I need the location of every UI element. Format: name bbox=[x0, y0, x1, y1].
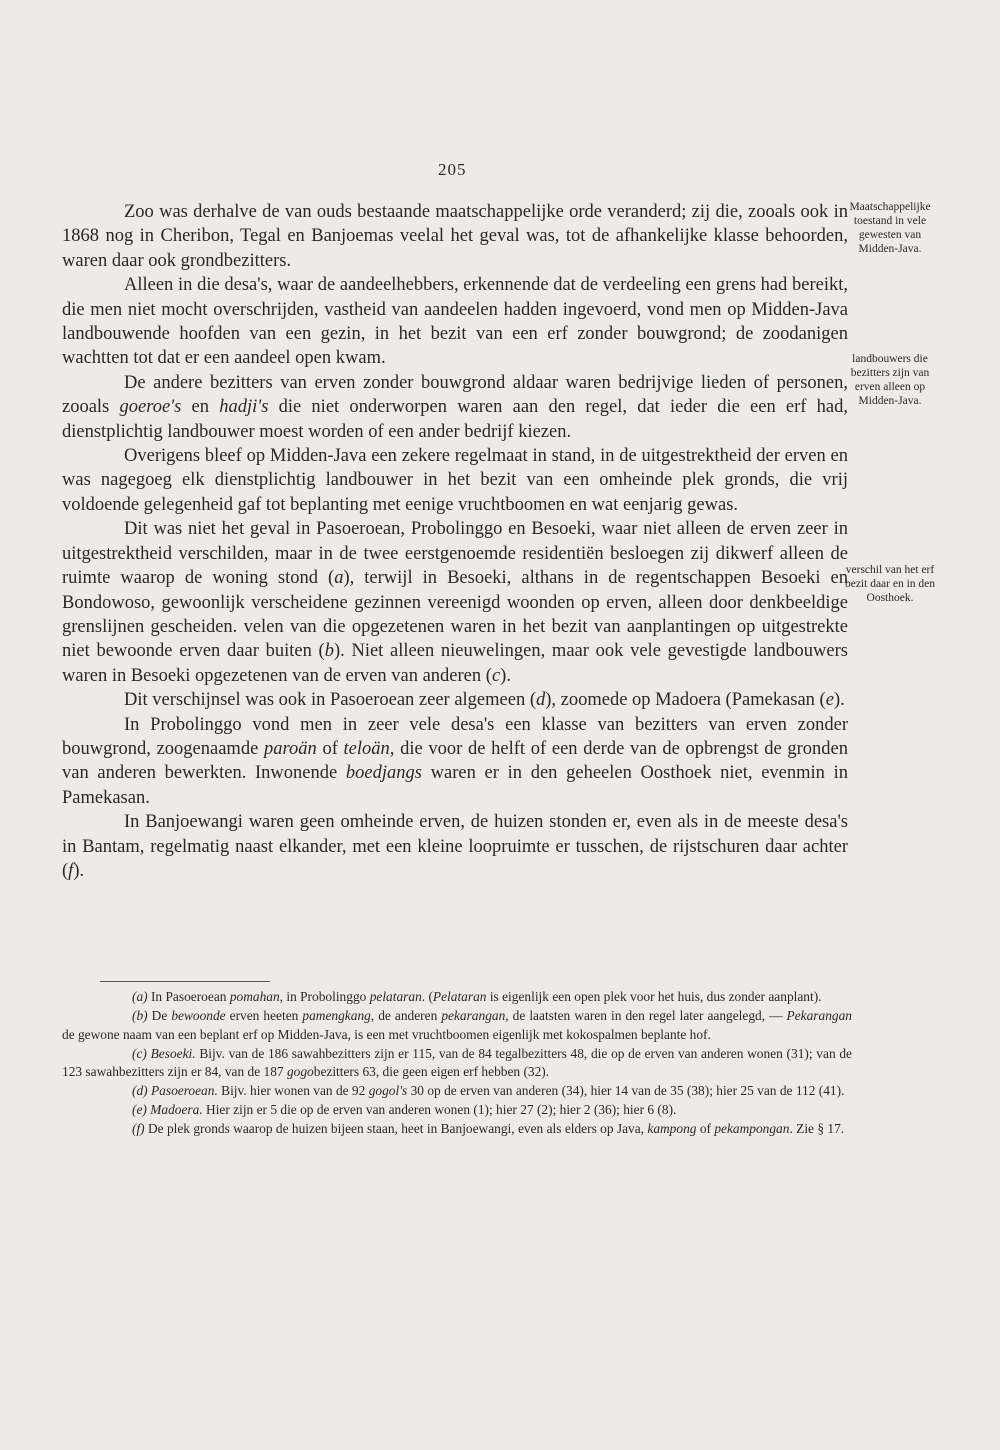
term-teloan: teloän bbox=[343, 738, 390, 759]
term: pamengkang bbox=[302, 1008, 371, 1023]
footnote-ref-f: f bbox=[68, 860, 74, 881]
text-run: die niet onderworpen waren aan den regel, dat ieder die een erf had, dienstplichtig landbouwer moest worden of een ander bedrijf kiezen. bbox=[62, 397, 848, 442]
text-run: erven heeten bbox=[225, 1008, 303, 1023]
term: Besoeki. bbox=[150, 1045, 196, 1061]
text-run: In Probolinggo vond men in zeer vele desa's een klasse van bezitters van erven zonder bouwgrond, zoogenaamde bbox=[62, 714, 848, 759]
term: Pekarangan bbox=[786, 1008, 852, 1023]
text-run: In Pasoeroean bbox=[147, 989, 230, 1004]
footnotes bbox=[62, 988, 852, 1139]
footnote-f bbox=[62, 1120, 852, 1139]
paragraph-2: Alleen in die desa's, waar de aandeelhebbers, erkennende dat de verdeeling een grens had bereikt, die men niet mocht overschrijden, vastheid van aandeelen hadden ingevoerd, vond men op Midden-Java landbouwende hoofden van een gezin, in het bezit van een erf zonder bouwgrond; de zoodanigen wachtten tot dat er een aandeel open kwam. bbox=[62, 275, 848, 369]
paragraph-1: Zoo was derhalve de van ouds bestaande maatschappelijke orde veranderd; zij die, zooals ook in 1868 nog in Cheribon, Tegal en Banjoemas veelal het geval was, tot de afhankelijke klasse behoorden, waren daar ook grondbezitters. bbox=[62, 202, 848, 271]
text-run: In Banjoewangi waren geen omheinde erven, de huizen stonden er, even als in de meeste desa's in Bantam, regelmatig naast elkander, met een kleine loopruimte er tusschen, de rijstschuren daar achter ( bbox=[62, 812, 848, 881]
text-run: ). bbox=[500, 665, 511, 686]
footnote-c bbox=[62, 1045, 852, 1082]
text-run: De bbox=[147, 1008, 172, 1023]
text-run: Bijv. van de 186 sawahbezitters zijn er 115, van de 84 tegalbezitters 48, die op de erven van anderen wonen (31); van de 123 sawahbezitters zijn er 84, van de 187 bbox=[62, 1045, 852, 1079]
term: pekarangan bbox=[441, 1008, 506, 1023]
footnote-mark: (e) bbox=[132, 1102, 147, 1117]
term: pomahan bbox=[229, 989, 280, 1004]
footnote-mark: (c) bbox=[132, 1045, 147, 1061]
text-run: ), zoomede op Madoera (Pamekasan ( bbox=[545, 690, 826, 711]
footnote-divider bbox=[100, 981, 270, 982]
text-run: en bbox=[181, 397, 220, 418]
term-goeroe: goeroe's bbox=[119, 397, 182, 418]
term: Madoera. bbox=[150, 1102, 203, 1117]
side-note-2: landbouwers die bezitters zijn van erven alleen op Midden-Java. bbox=[850, 353, 930, 407]
footnote-e bbox=[62, 1101, 852, 1120]
text-run: of bbox=[696, 1121, 715, 1136]
text-run: ), terwijl in Besoeki, althans in de regentschappen Besoeki en Bondowoso, gewoonlijk verscheidene gezinnen vereenigd woonden op erven, alleen door denkbeeldige grenslijnen gescheiden. velen van die opgezetenen waren in het bezit van aanplantingen op uitgestrekte niet bewoonde erven daar buiten ( bbox=[62, 568, 848, 662]
paragraph-3 bbox=[62, 371, 848, 444]
term: Pasoeroean. bbox=[150, 1083, 218, 1098]
term: bewoonde bbox=[171, 1008, 226, 1023]
term-paroan: paroän bbox=[263, 738, 317, 759]
text-run: 30 op de erven van anderen (34), hier 14 van de 35 (38); hier 25 van de 112 (41). bbox=[407, 1083, 845, 1098]
term: gogol's bbox=[368, 1083, 408, 1098]
footnote-d bbox=[62, 1082, 852, 1101]
text-run: De andere bezitters van erven zonder bouwgrond aldaar waren bedrijvige lieden of personen, zooals bbox=[62, 372, 848, 418]
footnote-ref-c: c bbox=[491, 665, 501, 686]
side-note-3: verschil van het erf bezit daar en in den Oosthoek. bbox=[844, 564, 936, 604]
text-run: , de laatsten waren in den regel later aangelegd, — bbox=[505, 1008, 787, 1023]
text-run: Hier zijn er 5 die op de erven van anderen wonen (1); hier 27 (2); hier 2 (36); hier 6 (8). bbox=[202, 1102, 677, 1117]
text-run: ). bbox=[833, 690, 845, 711]
footnote-mark: (a) bbox=[132, 989, 148, 1004]
footnote-ref-b: b bbox=[324, 641, 334, 662]
term-boedjangs: boedjangs bbox=[345, 763, 422, 784]
term: pekampongan bbox=[714, 1121, 790, 1136]
text-run: Dit was niet het geval in Pasoeroean, Probolinggo en Besoeki, waar niet alleen de erven zeer in uitgestrektheid verschilden, maar in de twee eerstgenoemde residentiën besloegen zij dikwerf alleen de ruimte waarop de woning stond ( bbox=[62, 519, 848, 589]
term-hadji: hadji's bbox=[219, 397, 269, 418]
footnote-mark: (b) bbox=[132, 1008, 148, 1023]
term: gogo bbox=[286, 1064, 314, 1079]
text-run: Dit verschijnsel was ook in Pasoeroean zeer algemeen ( bbox=[124, 690, 536, 711]
footnote-ref-d: d bbox=[536, 690, 546, 711]
footnote-b bbox=[62, 1007, 852, 1044]
text-run: of bbox=[316, 738, 344, 759]
text-run: bezitters 63, die geen eigen erf hebben (32). bbox=[313, 1064, 550, 1079]
side-note-1: Maatschappelijke toestand in vele gewesten van Midden-Java. bbox=[849, 201, 931, 255]
paragraph-7 bbox=[62, 713, 848, 811]
text-run: waren er in den geheelen Oosthoek niet, evenmin in Pamekasan. bbox=[62, 763, 848, 808]
paragraph-5 bbox=[62, 517, 848, 688]
main-text bbox=[62, 200, 848, 883]
text-run: , die voor de helft of een derde van de opbrengst de gronden van anderen bewerkten. Inwonende bbox=[62, 738, 848, 784]
text-run: , de anderen bbox=[370, 1008, 442, 1023]
text-run: de gewone naam van een beplant erf op Midden-Java, is een met vruchtboomen eigenlijk met kokospalmen beplante hof. bbox=[62, 1026, 711, 1042]
page-number: 205 bbox=[438, 160, 467, 179]
paragraph-4: Overigens bleef op Midden-Java een zekere regelmaat in stand, in de uitgestrektheid der erven en was nagegoeg elk dienstplichtig landbouwer in het bezit van een omheinde plek gronds, die vrij voldoende gelegenheid gaf tot beplanting met eenige vruchtboomen en wat eenjarig gewas. bbox=[62, 446, 848, 515]
footnote-a bbox=[62, 988, 852, 1007]
text-run: is eigenlijk een open plek voor het huis, dus zonder aanplant). bbox=[486, 989, 822, 1004]
text-run: . Zie § 17. bbox=[789, 1121, 845, 1136]
text-run: ). bbox=[73, 860, 85, 881]
footnote-mark: (d) bbox=[132, 1083, 148, 1098]
footnote-mark: (f) bbox=[132, 1121, 145, 1136]
paragraph-6 bbox=[62, 688, 848, 712]
footnote-ref-e: e bbox=[825, 690, 834, 711]
text-run: Bijv. hier wonen van de 92 bbox=[217, 1083, 369, 1098]
term: Pelataran bbox=[432, 989, 487, 1004]
text-run: De plek gronds waarop de huizen bijeen staan, heet in Banjoewangi, even als elders op Java, bbox=[144, 1121, 648, 1136]
paragraph-8 bbox=[62, 810, 848, 883]
text-run: . ( bbox=[421, 989, 433, 1004]
text-run: ). Niet alleen nieuwelingen, maar ook vele gevestigde landbouwers waren in Besoeki opgezetenen van de erven van anderen ( bbox=[62, 641, 848, 686]
term: pelataran bbox=[369, 989, 422, 1004]
footnote-ref-a: a bbox=[334, 568, 344, 589]
text-run: , in Probolinggo bbox=[279, 989, 370, 1004]
term: kampong bbox=[647, 1121, 697, 1136]
